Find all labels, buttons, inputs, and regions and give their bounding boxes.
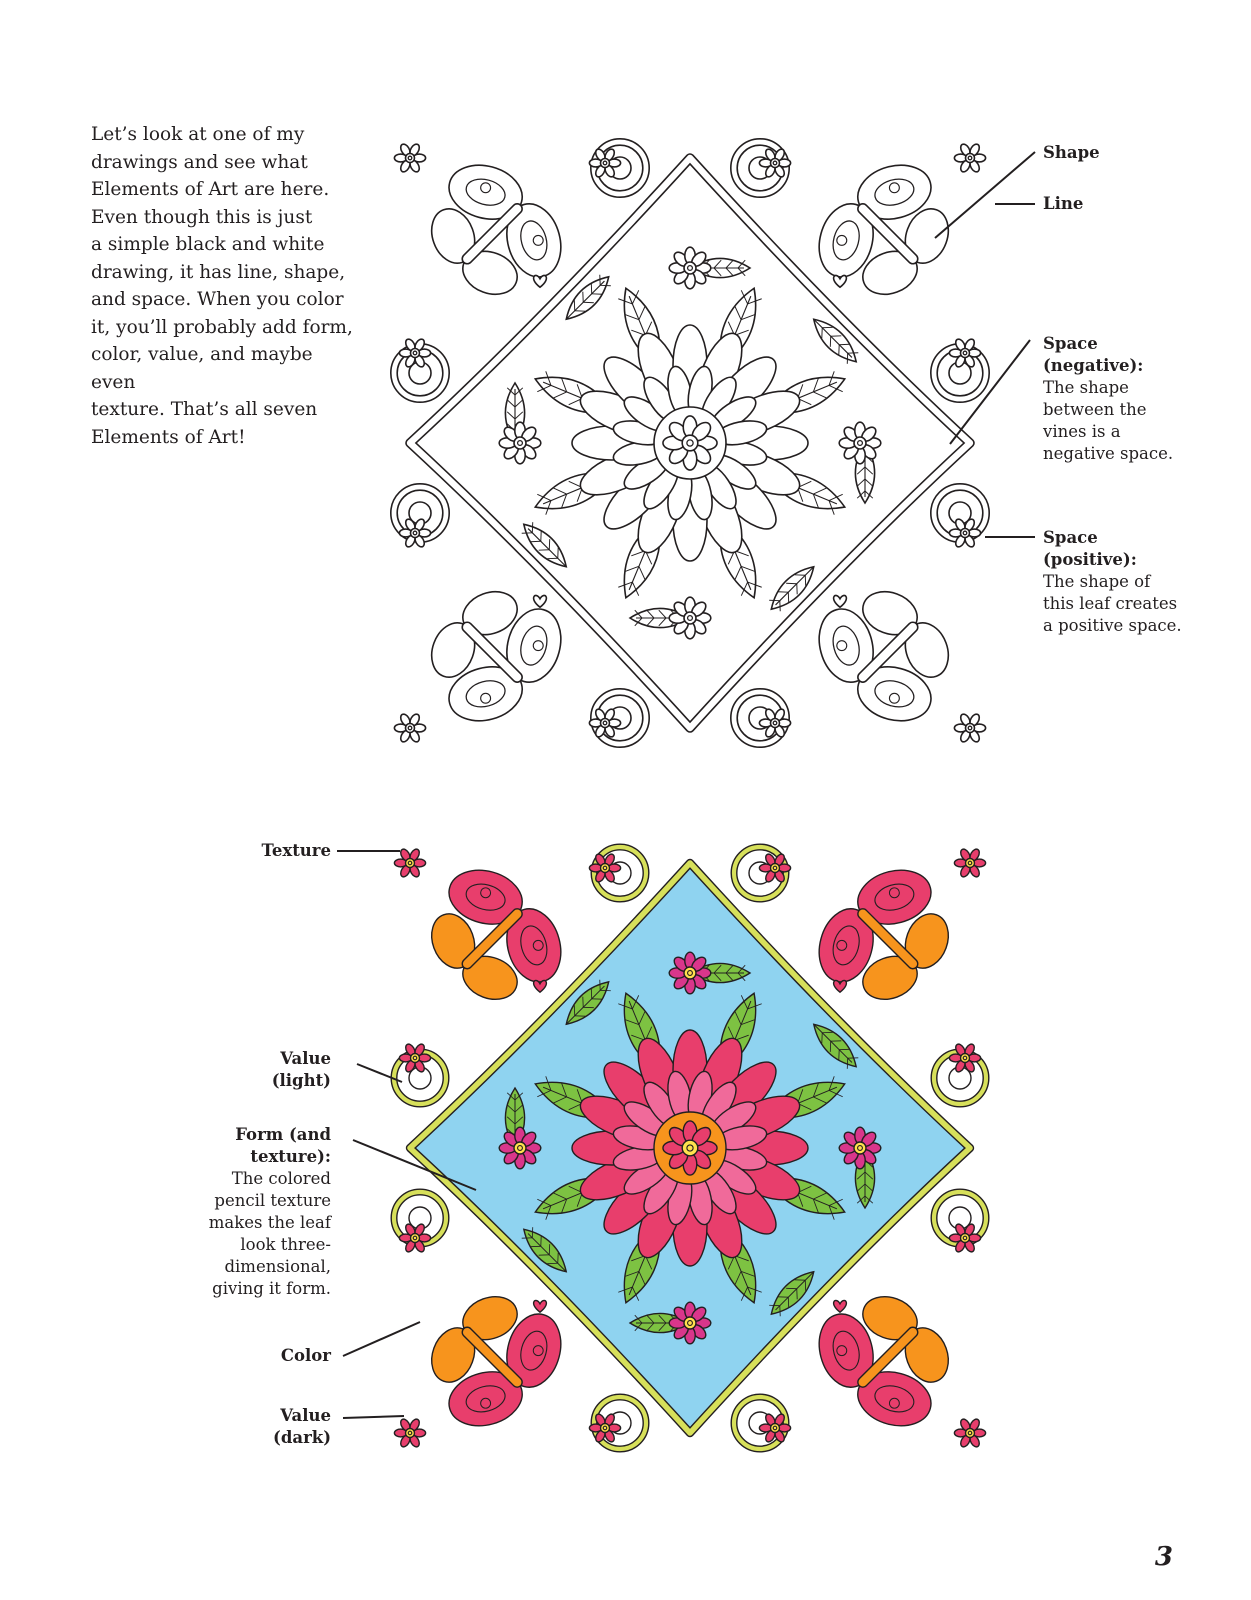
flower-motif	[954, 1418, 985, 1449]
flower-motif	[669, 247, 711, 289]
intro-line: and space. When you color	[91, 289, 344, 310]
heart-motif	[534, 595, 547, 607]
intro-line: color, value, and maybe even	[91, 344, 313, 393]
intro-line: texture. That’s all seven	[91, 399, 318, 420]
intro-paragraph	[91, 121, 356, 451]
intro-line: Elements of Art are here.	[91, 179, 330, 200]
flower-motif	[669, 952, 711, 994]
intro-line: a simple black and white	[91, 234, 325, 255]
colored-mandala	[370, 823, 1010, 1473]
flower-motif	[839, 422, 881, 464]
label-shape: Shape	[1043, 143, 1100, 162]
flower-motif	[663, 416, 717, 470]
page-number: 3	[1154, 1542, 1173, 1572]
flower-motif	[394, 713, 425, 744]
flower-motif	[954, 848, 985, 879]
flower-motif	[669, 1302, 711, 1344]
flower-motif	[663, 1121, 717, 1175]
intro-line: Let’s look at one of my	[91, 124, 305, 145]
label-value-light: Value (light)	[271, 1049, 331, 1090]
label-texture: Texture	[261, 841, 331, 860]
intro-line: drawings and see what	[91, 151, 308, 173]
label-space-positive: Space (positive): The shape of this leaf creates a positive space.	[1043, 528, 1182, 635]
flower-motif	[954, 713, 985, 744]
flower-motif	[954, 143, 985, 174]
label-color: Color	[280, 1346, 331, 1365]
heart-motif	[834, 595, 847, 607]
label-line: Line	[1043, 194, 1084, 213]
flower-motif	[839, 1127, 881, 1169]
flower-motif	[669, 597, 711, 639]
intro-line: Elements of Art!	[91, 426, 246, 448]
label-space-negative: Space (negative): The shape between the vines is a negative space.	[1043, 334, 1174, 463]
flower-motif	[499, 1127, 541, 1169]
heart-motif	[534, 1300, 547, 1312]
flower-motif	[394, 143, 425, 174]
intro-line: drawing, it has line, shape,	[91, 261, 346, 283]
flower-motif	[499, 422, 541, 464]
line-art-mandala	[370, 118, 1010, 768]
heart-motif	[834, 1300, 847, 1312]
flower-motif	[394, 848, 425, 879]
center-flower	[572, 325, 808, 561]
label-form: Form (and texture): The colored pencil texture makes the leaf look three- dimensional, giving it form.	[208, 1125, 331, 1298]
center-flower	[572, 1030, 808, 1266]
intro-line: Even though this is just	[91, 206, 313, 228]
flower-motif	[394, 1418, 425, 1449]
label-value-dark: Value (dark)	[273, 1406, 331, 1447]
intro-line: it, you’ll probably add form,	[91, 316, 353, 338]
